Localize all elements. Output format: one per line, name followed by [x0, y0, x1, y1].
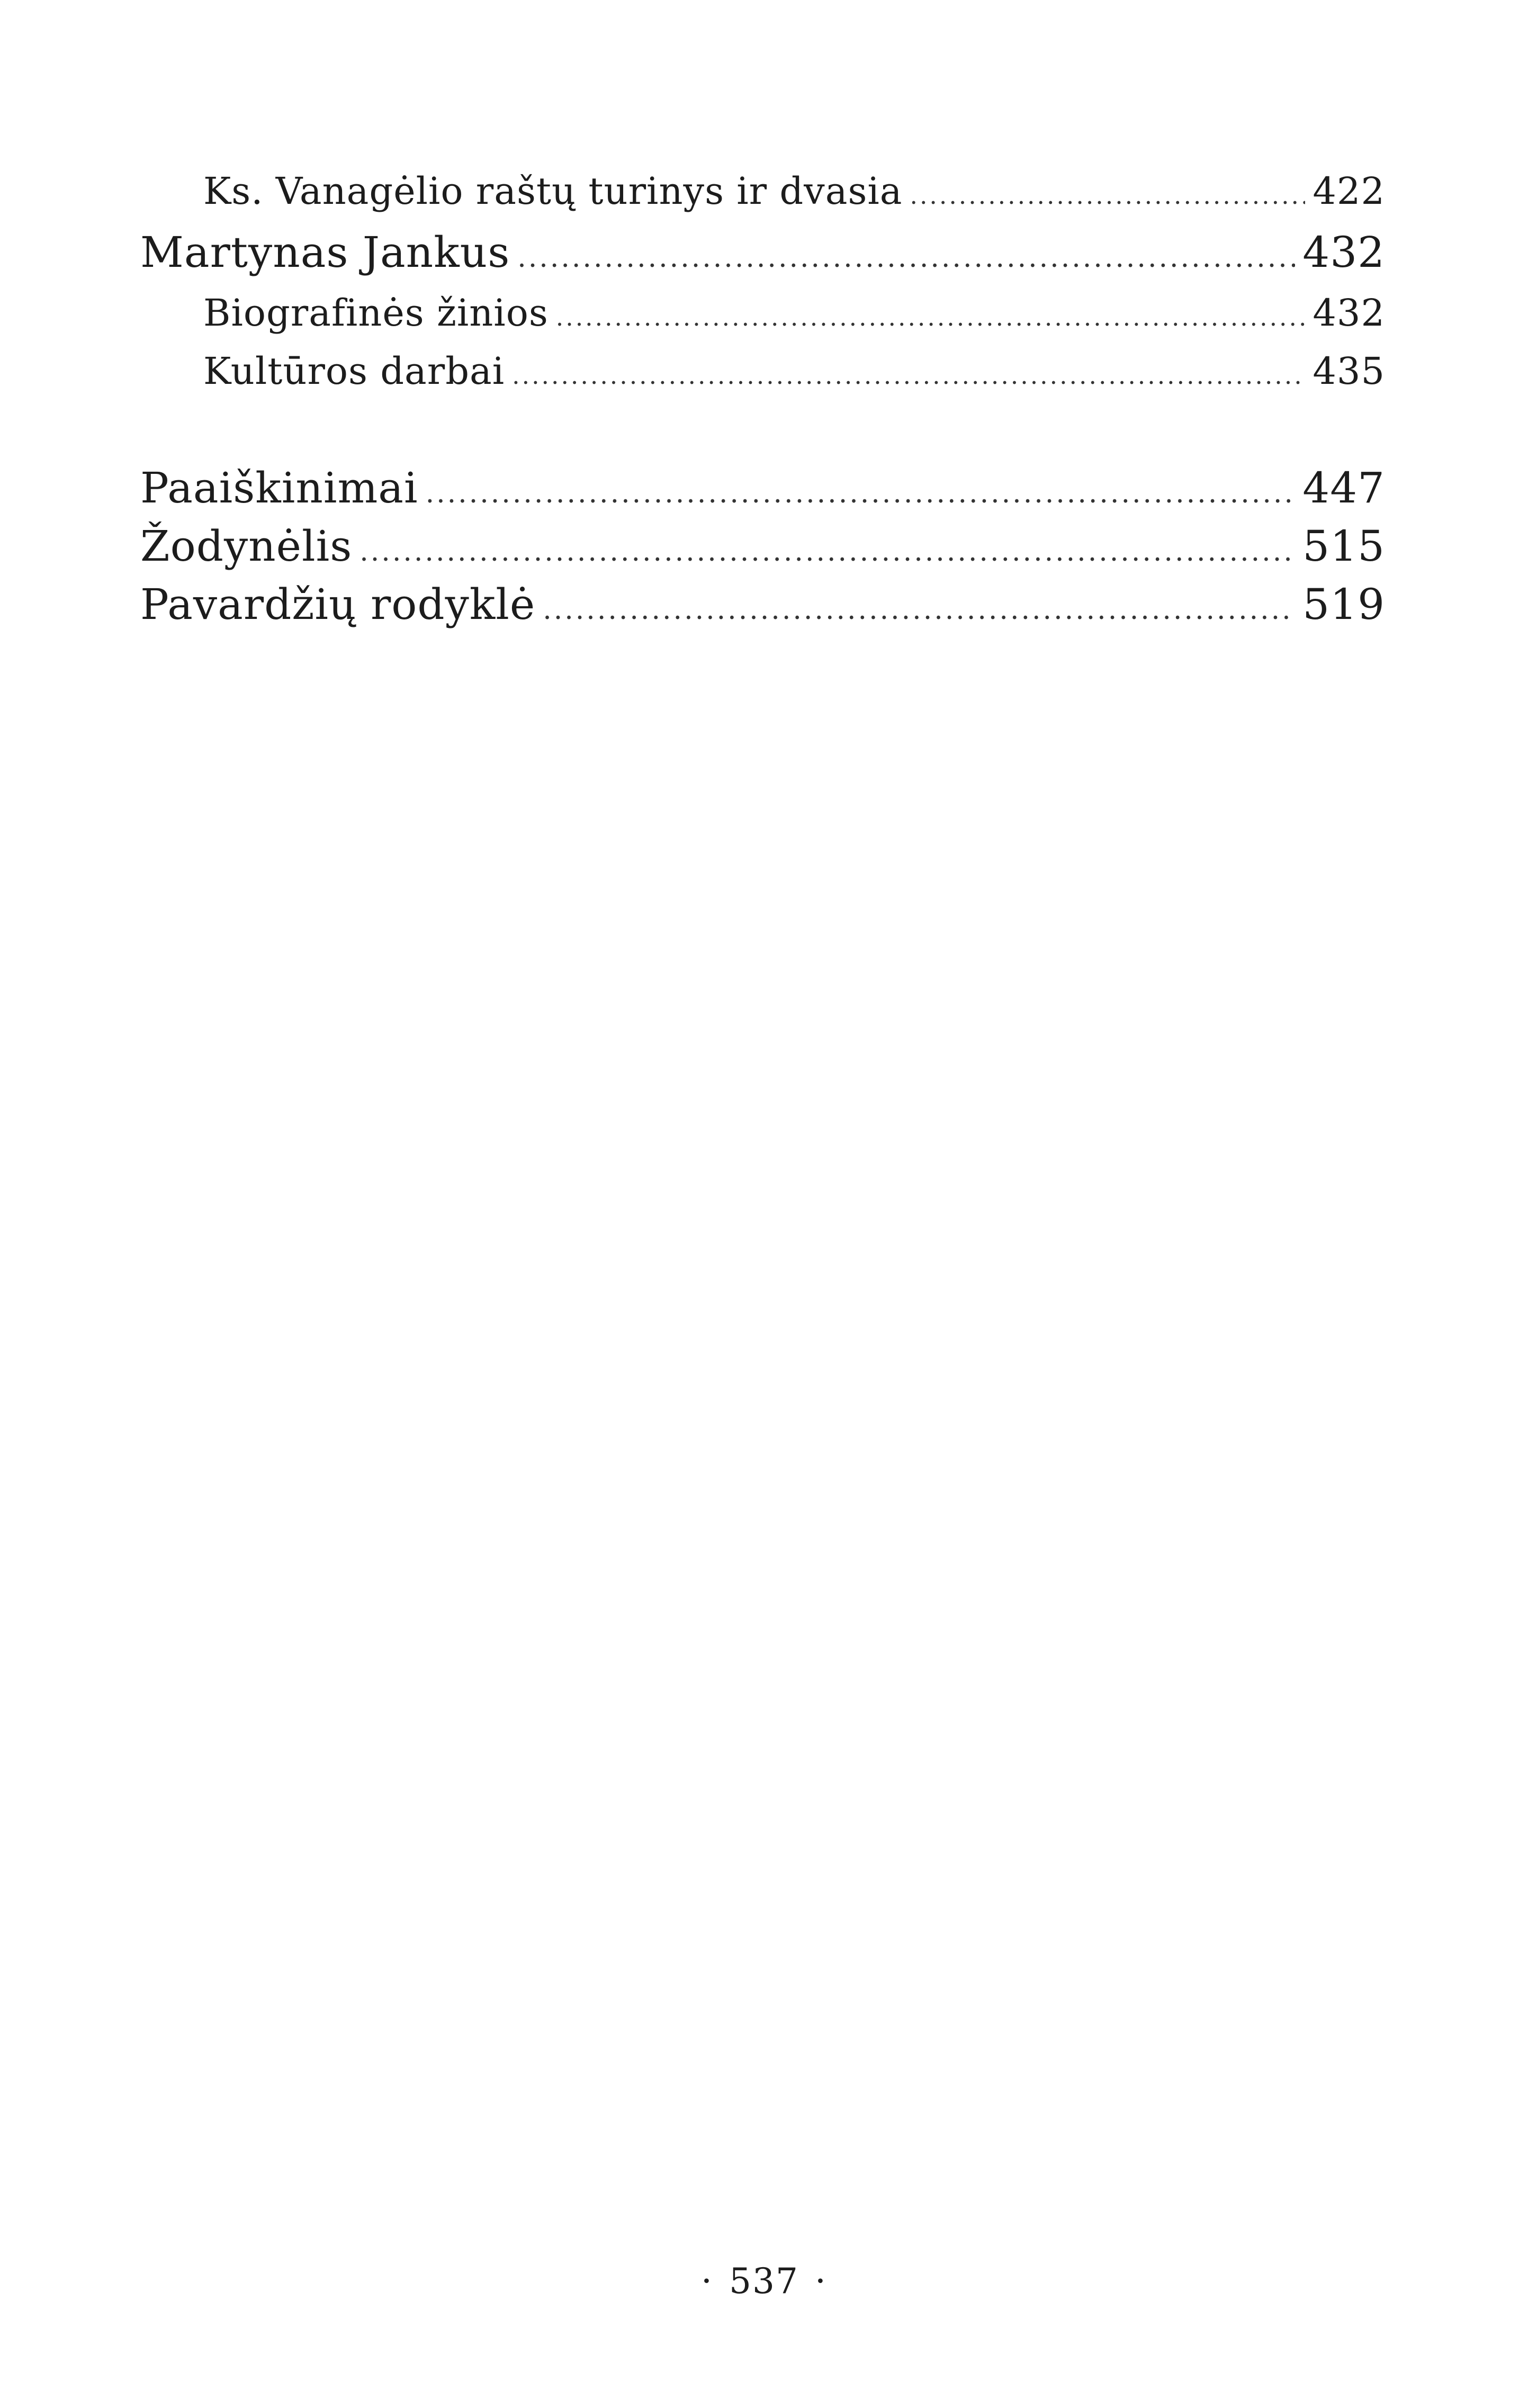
toc-entry-title: Pavardžių rodyklė [140, 580, 536, 629]
toc-entry [203, 291, 1385, 335]
page-number-value: 537 [729, 2261, 799, 2302]
toc-entry-page: 432 [1302, 228, 1385, 277]
toc-entry-title: Kultūros darbai [203, 349, 505, 393]
toc-entry [140, 228, 1385, 277]
toc-entry-title: Ks. Vanagėlio raštų turinys ir dvasia [203, 169, 903, 213]
dot-leader [543, 594, 1295, 626]
toc-entry-page: 515 [1302, 522, 1385, 571]
toc-entry [203, 349, 1385, 393]
dot-leader [517, 242, 1295, 274]
page-number [0, 2261, 1528, 2302]
toc-entry-title: Paaiškinimai [140, 463, 418, 513]
dot-leader [512, 362, 1305, 390]
dot-leader [426, 478, 1296, 509]
folio-separator-left: · [701, 2261, 713, 2302]
toc-entry [203, 169, 1385, 213]
folio-separator-right: · [814, 2261, 827, 2302]
toc-entry-title: Biografinės žinios [203, 291, 549, 335]
dot-leader [556, 303, 1306, 331]
toc-entry [140, 463, 1385, 513]
dot-leader [359, 536, 1295, 568]
toc-entry-page: 432 [1313, 291, 1385, 335]
toc-entry [140, 580, 1385, 629]
toc-entry [140, 522, 1385, 571]
dot-leader [910, 182, 1305, 210]
toc-entry-page: 519 [1302, 580, 1385, 629]
toc-entry-title: Martynas Jankus [140, 228, 510, 277]
toc-entry-page: 435 [1313, 349, 1385, 393]
toc-entry-page: 447 [1302, 463, 1385, 513]
toc-entry-page: 422 [1313, 169, 1385, 213]
toc-entry-title: Žodynėlis [140, 522, 353, 571]
